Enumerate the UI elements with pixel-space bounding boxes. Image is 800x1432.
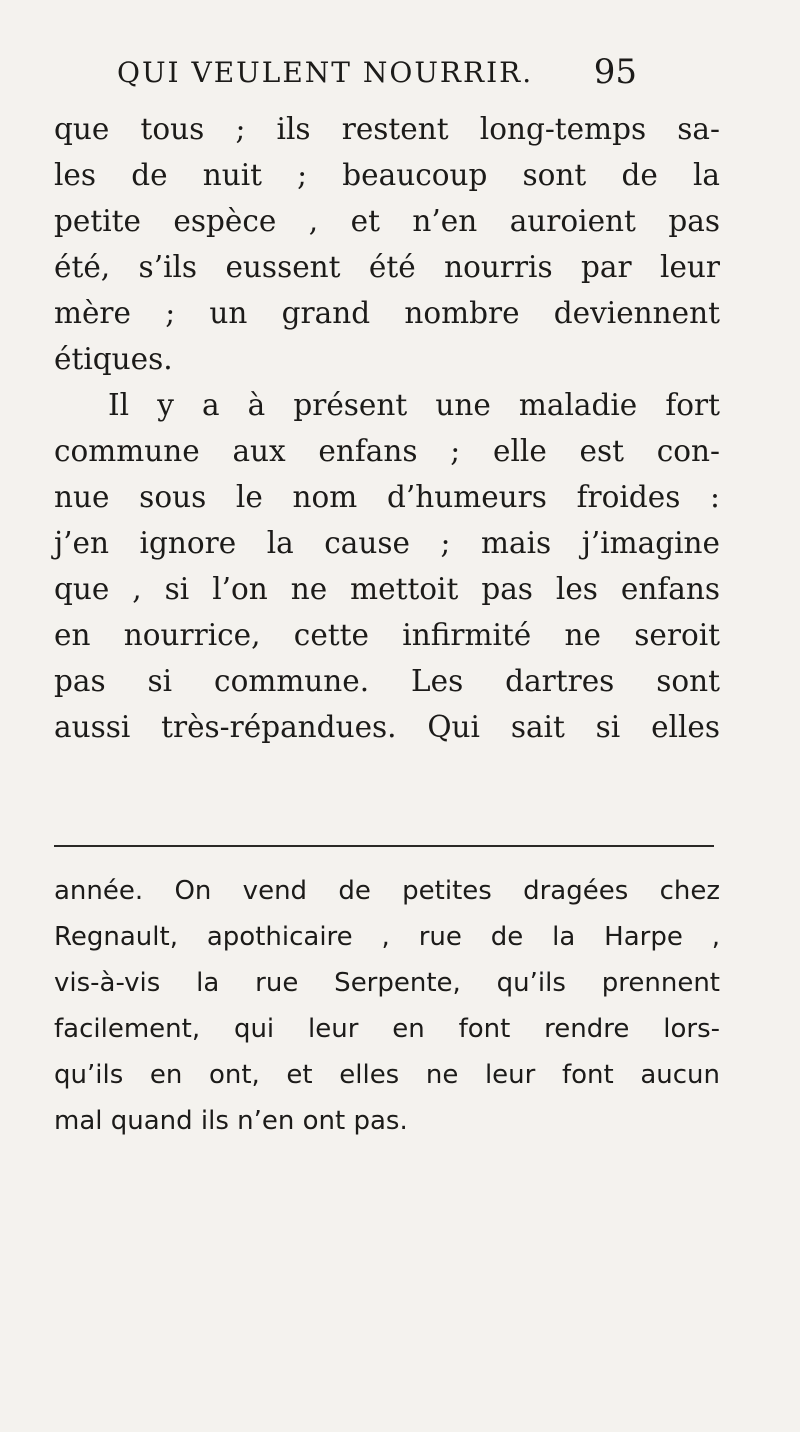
footnote-line: année. On vend de petites dragées chez (54, 876, 720, 906)
body-line: été, s’ils eussent été nourris par leur (54, 250, 720, 284)
body-line: aussi très-répandues. Qui sait si elles (54, 710, 720, 744)
running-head (117, 52, 637, 104)
body-line: j’en ignore la cause ; mais j’imagine (54, 526, 720, 560)
footnote-line: vis-à-vis la rue Serpente, qu’ils prennent (54, 968, 720, 998)
body-line: étiques. (54, 342, 173, 376)
body-line: commune aux enfans ; elle est con- (54, 434, 720, 468)
footnote (54, 868, 720, 1144)
body-line: que , si l’on ne mettoit pas les enfans (54, 572, 720, 606)
footnote-line: qu’ils en ont, et elles ne leur font aucun (54, 1060, 720, 1090)
body-line: en nourrice, cette infirmité ne seroit (54, 618, 720, 652)
body-line: Il y a à présent une maladie fort (108, 388, 720, 422)
body-line: que tous ; ils restent long-temps sa- (54, 112, 720, 146)
page-number: 95 (593, 52, 637, 92)
footnote-line: facilement, qui leur en font rendre lors- (54, 1014, 720, 1044)
body-line: nue sous le nom d’humeurs froides : (54, 480, 720, 514)
footnote-line: mal quand ils n’en ont pas. (54, 1106, 408, 1136)
footnote-divider (54, 845, 714, 847)
footnote-line: Regnault, apothicaire , rue de la Harpe , (54, 922, 720, 952)
body-line: les de nuit ; beaucoup sont de la (54, 158, 720, 192)
body-line: pas si commune. Les dartres sont (54, 664, 720, 698)
running-head-title: QUI VEULENT NOURRIR. (117, 56, 534, 89)
body-line: mère ; un grand nombre deviennent (54, 296, 720, 330)
body-line: petite espèce , et n’en auroient pas (54, 204, 720, 238)
body-text (54, 106, 720, 750)
